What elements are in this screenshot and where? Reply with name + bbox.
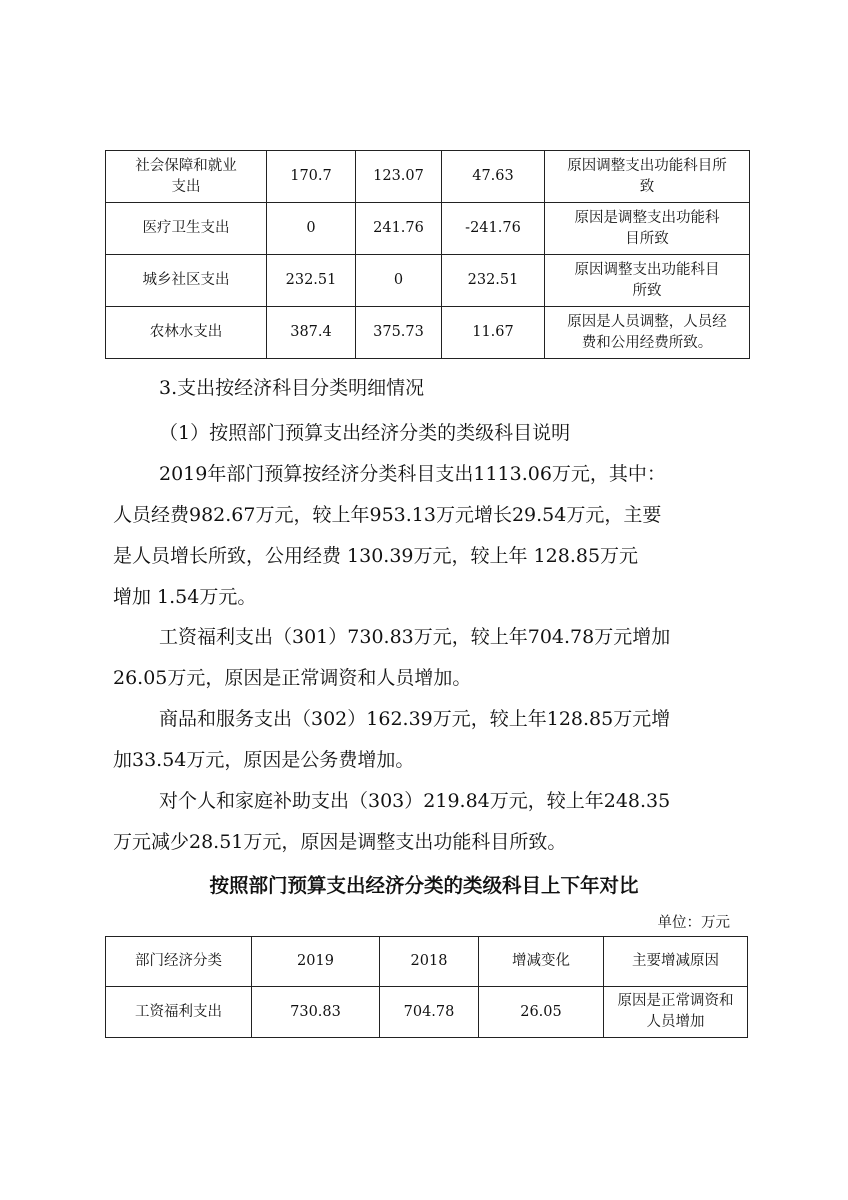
reason-cell (545, 307, 750, 359)
reason-line-1: 原因是调整支出功能科 (574, 209, 720, 226)
reason-cell (604, 987, 748, 1038)
category-cell: 医疗卫生支出 (106, 203, 267, 255)
reason-line-2: 费和公用经费所致。 (581, 334, 713, 351)
value-2018-cell: 0 (356, 255, 442, 307)
expenditure-function-table (105, 150, 750, 359)
para-line: 增加 1.54万元。 (113, 586, 257, 608)
value-2019-cell: 0 (267, 203, 356, 255)
paragraph-salary (113, 617, 753, 699)
change-cell: -241.76 (442, 203, 545, 255)
table-row (106, 987, 748, 1038)
value-2019-cell: 170.7 (267, 151, 356, 203)
change-cell: 11.67 (442, 307, 545, 359)
para-line: 人员经费982.67万元，较上年953.13万元增长29.54万元，主要 (113, 504, 662, 526)
paragraph-summary (113, 454, 753, 618)
value-2018-cell: 375.73 (356, 307, 442, 359)
change-cell: 26.05 (479, 987, 604, 1038)
para-line: 工资福利支出（301）730.83万元，较上年704.78万元增加 (159, 626, 671, 648)
category-cell: 城乡社区支出 (106, 255, 267, 307)
header-cell: 2018 (380, 937, 479, 987)
reason-cell (545, 151, 750, 203)
value-2019-cell: 387.4 (267, 307, 356, 359)
para-line: 26.05万元，原因是正常调资和人员增加。 (113, 667, 472, 689)
para-line: 万元减少28.51万元，原因是调整支出功能科目所致。 (113, 831, 567, 853)
category-cell (106, 151, 267, 203)
para-line: 对个人和家庭补助支出（303）219.84万元，较上年248.35 (159, 790, 671, 812)
reason-line-2: 所致 (632, 282, 662, 299)
table-row (106, 151, 750, 203)
reason-cell (545, 203, 750, 255)
category-cell: 农林水支出 (106, 307, 267, 359)
reason-line-1: 原因是正常调资和 (617, 993, 734, 1009)
header-cell: 主要增减原因 (604, 937, 748, 987)
reason-line-1: 原因是人员调整，人员经 (567, 313, 727, 330)
value-2018-cell: 241.76 (356, 203, 442, 255)
category-line-2: 支出 (171, 178, 201, 195)
para-line: 是人员增长所致，公用经费 130.39万元，较上年 128.85万元 (113, 545, 639, 567)
value-2019-cell: 730.83 (252, 987, 380, 1038)
value-2019-cell: 232.51 (267, 255, 356, 307)
category-cell: 工资福利支出 (106, 987, 252, 1038)
economic-classification-table (105, 936, 748, 1038)
change-cell: 232.51 (442, 255, 545, 307)
reason-line-1: 原因调整支出功能科目 (574, 261, 720, 278)
paragraph-subsidy (113, 781, 753, 863)
header-cell: 部门经济分类 (106, 937, 252, 987)
change-cell: 47.63 (442, 151, 545, 203)
table-row (106, 255, 750, 307)
unit-label: 单位：万元 (657, 915, 730, 931)
table-row (106, 307, 750, 359)
table-row (106, 203, 750, 255)
para-line: 商品和服务支出（302）162.39万元，较上年128.85万元增 (159, 708, 671, 730)
table-header-row (106, 937, 748, 987)
subsection-heading: （1）按照部门预算支出经济分类的类级科目说明 (159, 422, 571, 444)
header-cell: 2019 (252, 937, 380, 987)
para-line: 2019年部门预算按经济分类科目支出1113.06万元，其中： (159, 463, 666, 485)
paragraph-goods-services (113, 699, 753, 781)
para-line: 加33.54万元，原因是公务费增加。 (113, 749, 415, 771)
reason-cell (545, 255, 750, 307)
category-line-1: 社会保障和就业 (135, 157, 237, 174)
reason-line-2: 人员增加 (646, 1014, 705, 1030)
section-heading: 3.支出按经济科目分类明细情况 (159, 377, 425, 399)
header-cell: 增减变化 (479, 937, 604, 987)
value-2018-cell: 123.07 (356, 151, 442, 203)
reason-line-2: 目所致 (625, 230, 669, 247)
reason-line-1: 原因调整支出功能科目所 (567, 157, 727, 174)
reason-line-2: 致 (639, 178, 655, 195)
value-2018-cell: 704.78 (380, 987, 479, 1038)
table-title: 按照部门预算支出经济分类的类级科目上下年对比 (209, 874, 639, 897)
